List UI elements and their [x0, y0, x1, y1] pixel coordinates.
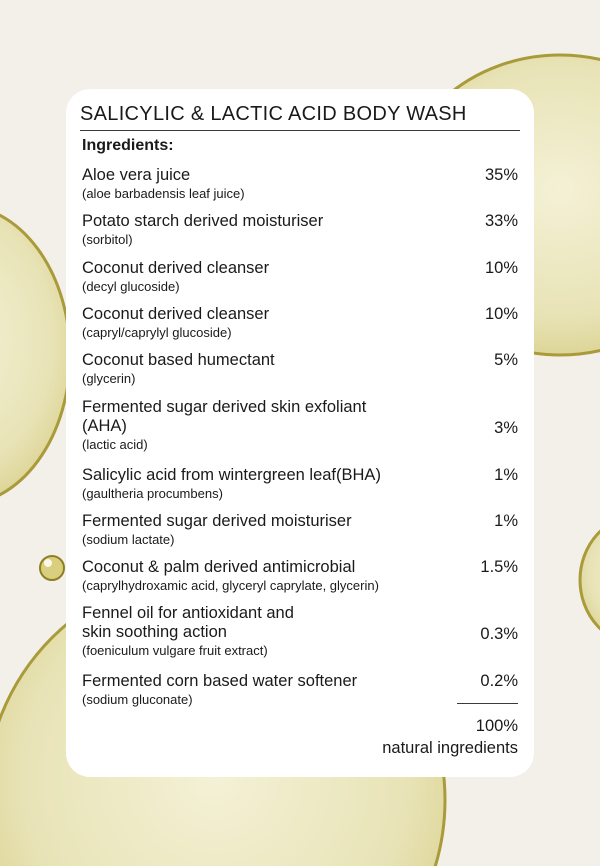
ingredient-name: Fennel oil for antioxidant and: [82, 604, 294, 622]
ingredient-percent: 5%: [494, 351, 518, 369]
ingredient-name-continued: skin soothing action: [82, 623, 227, 641]
ingredient-name: Coconut derived cleanser: [82, 259, 270, 277]
ingredient-percent: 1.5%: [480, 558, 518, 576]
oil-droplet: [580, 515, 600, 645]
ingredient-inci: (capryl/caprylyl glucoside): [82, 325, 232, 340]
product-title: SALICYLIC & LACTIC ACID BODY WASH: [80, 103, 520, 131]
ingredient-row: [82, 672, 518, 708]
ingredient-inci: (caprylhydroxamic acid, glyceryl caprylate, glycerin): [82, 578, 379, 593]
ingredient-percent: 10%: [484, 259, 518, 277]
ingredient-name: Potato starch derived moisturiser: [82, 212, 324, 230]
ingredient-percent: 1%: [494, 512, 518, 530]
ingredient-percent: 1%: [494, 466, 518, 484]
ingredient-row: [82, 351, 518, 387]
ingredient-row: [82, 212, 518, 248]
ingredient-name: Coconut based humectant: [82, 351, 275, 369]
ingredient-row: [82, 166, 518, 202]
ingredient-name: Salicylic acid from wintergreen leaf(BHA): [82, 466, 381, 484]
ingredient-name: Coconut & palm derived antimicrobial: [82, 558, 356, 576]
ingredient-inci: (sorbitol): [82, 232, 133, 247]
ingredient-inci: (aloe barbadensis leaf juice): [82, 186, 245, 201]
ingredient-inci: (foeniculum vulgare fruit extract): [82, 643, 268, 658]
ingredient-row: [82, 398, 518, 453]
oil-bead: [40, 556, 64, 580]
total-percent: 100%: [475, 717, 518, 735]
ingredient-name: Coconut derived cleanser: [82, 305, 270, 323]
ingredient-inci: (lactic acid): [82, 437, 148, 452]
ingredient-name: Aloe vera juice: [82, 166, 191, 184]
total-label: natural ingredients: [382, 739, 518, 757]
ingredients-card: [66, 89, 534, 777]
ingredient-inci: (decyl glucoside): [82, 279, 180, 294]
ingredient-percent: 10%: [484, 305, 518, 323]
ingredient-inci: (sodium lactate): [82, 532, 175, 547]
ingredient-inci: (glycerin): [82, 371, 136, 386]
ingredient-name: Fermented corn based water softener: [82, 672, 358, 690]
ingredient-row: [82, 259, 518, 295]
ingredient-percent: 33%: [484, 212, 518, 230]
ingredient-inci: (sodium gluconate): [82, 692, 193, 707]
oil-droplet: [0, 205, 70, 505]
ingredient-name-continued: (AHA): [82, 417, 127, 435]
ingredient-inci: (gaultheria procumbens): [82, 486, 223, 501]
ingredient-row: [82, 604, 518, 659]
oil-bead-highlight: [44, 559, 52, 567]
ingredient-percent: 0.3%: [480, 625, 518, 643]
ingredient-row: [82, 466, 518, 502]
ingredient-percent: 3%: [494, 419, 518, 437]
ingredient-percent: 35%: [484, 166, 518, 184]
ingredient-row: [82, 512, 518, 548]
ingredients-heading: Ingredients:: [82, 137, 174, 154]
ingredient-percent: 0.2%: [480, 672, 518, 690]
ingredient-name: Fermented sugar derived skin exfoliant: [82, 398, 367, 416]
ingredient-name: Fermented sugar derived moisturiser: [82, 512, 352, 530]
ingredient-row: [82, 558, 518, 594]
ingredient-row: [82, 305, 518, 341]
total-divider: [457, 703, 518, 704]
